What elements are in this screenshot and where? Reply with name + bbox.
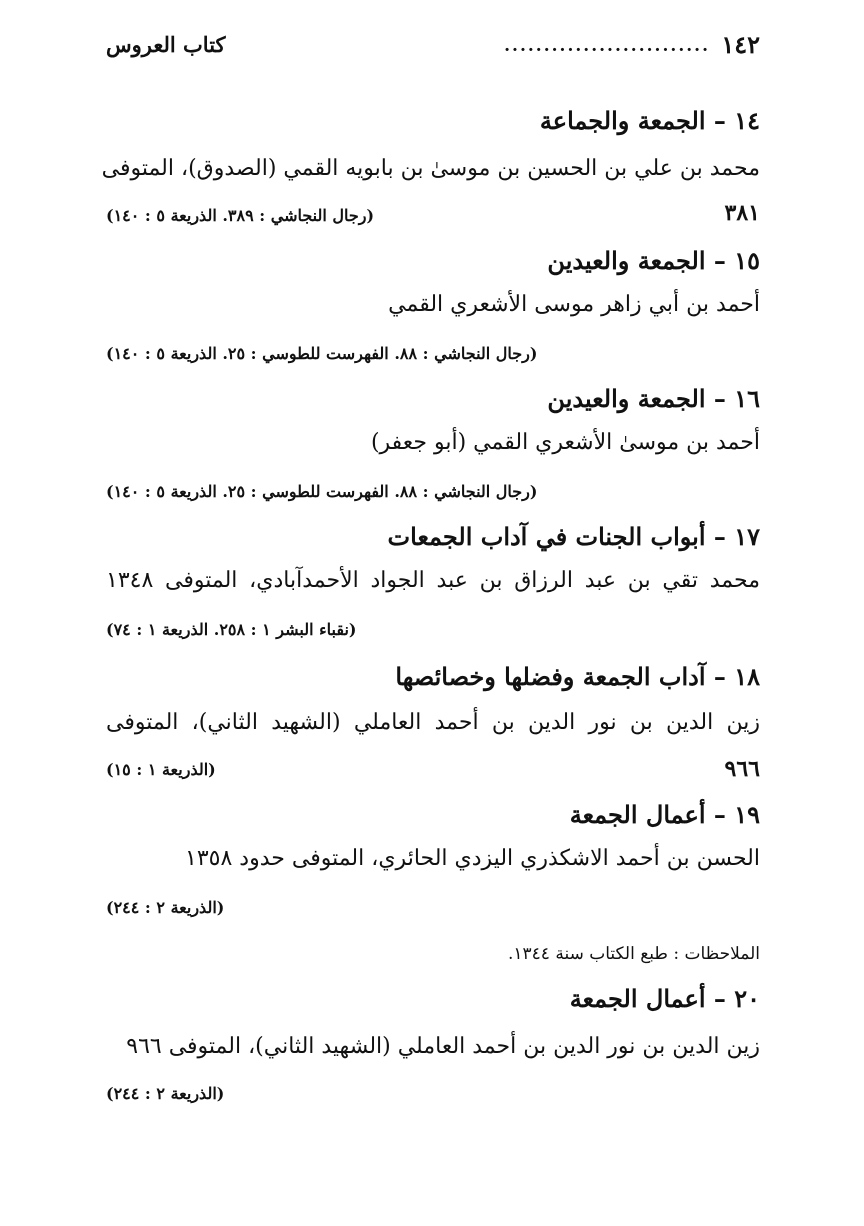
entry-reference: (نقباء البشر ١ : ٢٥٨. الذريعة ١ : ٧٤) (106, 620, 357, 639)
entry-reference: (رجال النجاشي : ٨٨. الفهرست للطوسي : ٢٥. الذريعة ٥ : ١٤٠) (106, 344, 538, 363)
entry-author: زين الدين بن نور الدين بن أحمد العاملي (الشهيد الثاني)، المتوفى ٩٦٦ (126, 1034, 760, 1059)
entry-heading: ٢٠ – أعمال الجمعة (569, 984, 760, 1013)
entry-heading: ١٧ – أبواب الجنات في آداب الجمعات (387, 522, 760, 551)
entry-reference: (الذريعة ٢ : ٢٤٤) (106, 898, 225, 917)
entry-reference: (الذريعة ١ : ١٥) (106, 760, 216, 779)
page-header (106, 30, 760, 64)
entry-note: الملاحظات : طبع الكتاب سنة ١٣٤٤. (508, 944, 760, 964)
entry-reference: (رجال النجاشي : ٨٨. الفهرست للطوسي : ٢٥. الذريعة ٥ : ١٤٠) (106, 482, 538, 501)
entry-author: محمد تقي بن عبد الرزاق بن عبد الجواد الأحمدآبادي، المتوفى ١٣٤٨ (106, 568, 760, 593)
page-number: ١٤٢ (721, 30, 760, 59)
entry-heading: ١٨ – آداب الجمعة وفضلها وخصائصها (395, 662, 760, 691)
entry-reference: (رجال النجاشي : ٣٨٩. الذريعة ٥ : ١٤٠) (106, 206, 375, 225)
entry-heading: ١٤ – الجمعة والجماعة (539, 106, 760, 135)
entry-heading: ١٩ – أعمال الجمعة (569, 800, 760, 829)
header-leader-dots: .......................... (504, 36, 710, 56)
entry-author: أحمد بن موسىٰ الأشعري القمي (أبو جعفر) (370, 430, 760, 455)
entry-author: محمد بن علي بن الحسين بن موسىٰ بن بابويه القمي (الصدوق)، المتوفى (101, 156, 760, 181)
entry-heading: ١٥ – الجمعة والعيدين (547, 246, 760, 275)
entry-year: ٣٨١ (724, 200, 760, 226)
entry-author: زين الدين بن نور الدين بن أحمد العاملي (الشهيد الثاني)، المتوفى (106, 710, 760, 735)
entry-author: أحمد بن أبي زاهر موسى الأشعري القمي (388, 292, 760, 317)
entry-reference: (الذريعة ٢ : ٢٤٤) (106, 1084, 225, 1103)
entry-heading: ١٦ – الجمعة والعيدين (547, 384, 760, 413)
entry-year: ٩٦٦ (724, 756, 760, 782)
entry-author: الحسن بن أحمد الاشكذري اليزدي الحائري، المتوفى حدود ١٣٥٨ (185, 846, 760, 871)
book-title: كتاب العروس (106, 32, 226, 57)
